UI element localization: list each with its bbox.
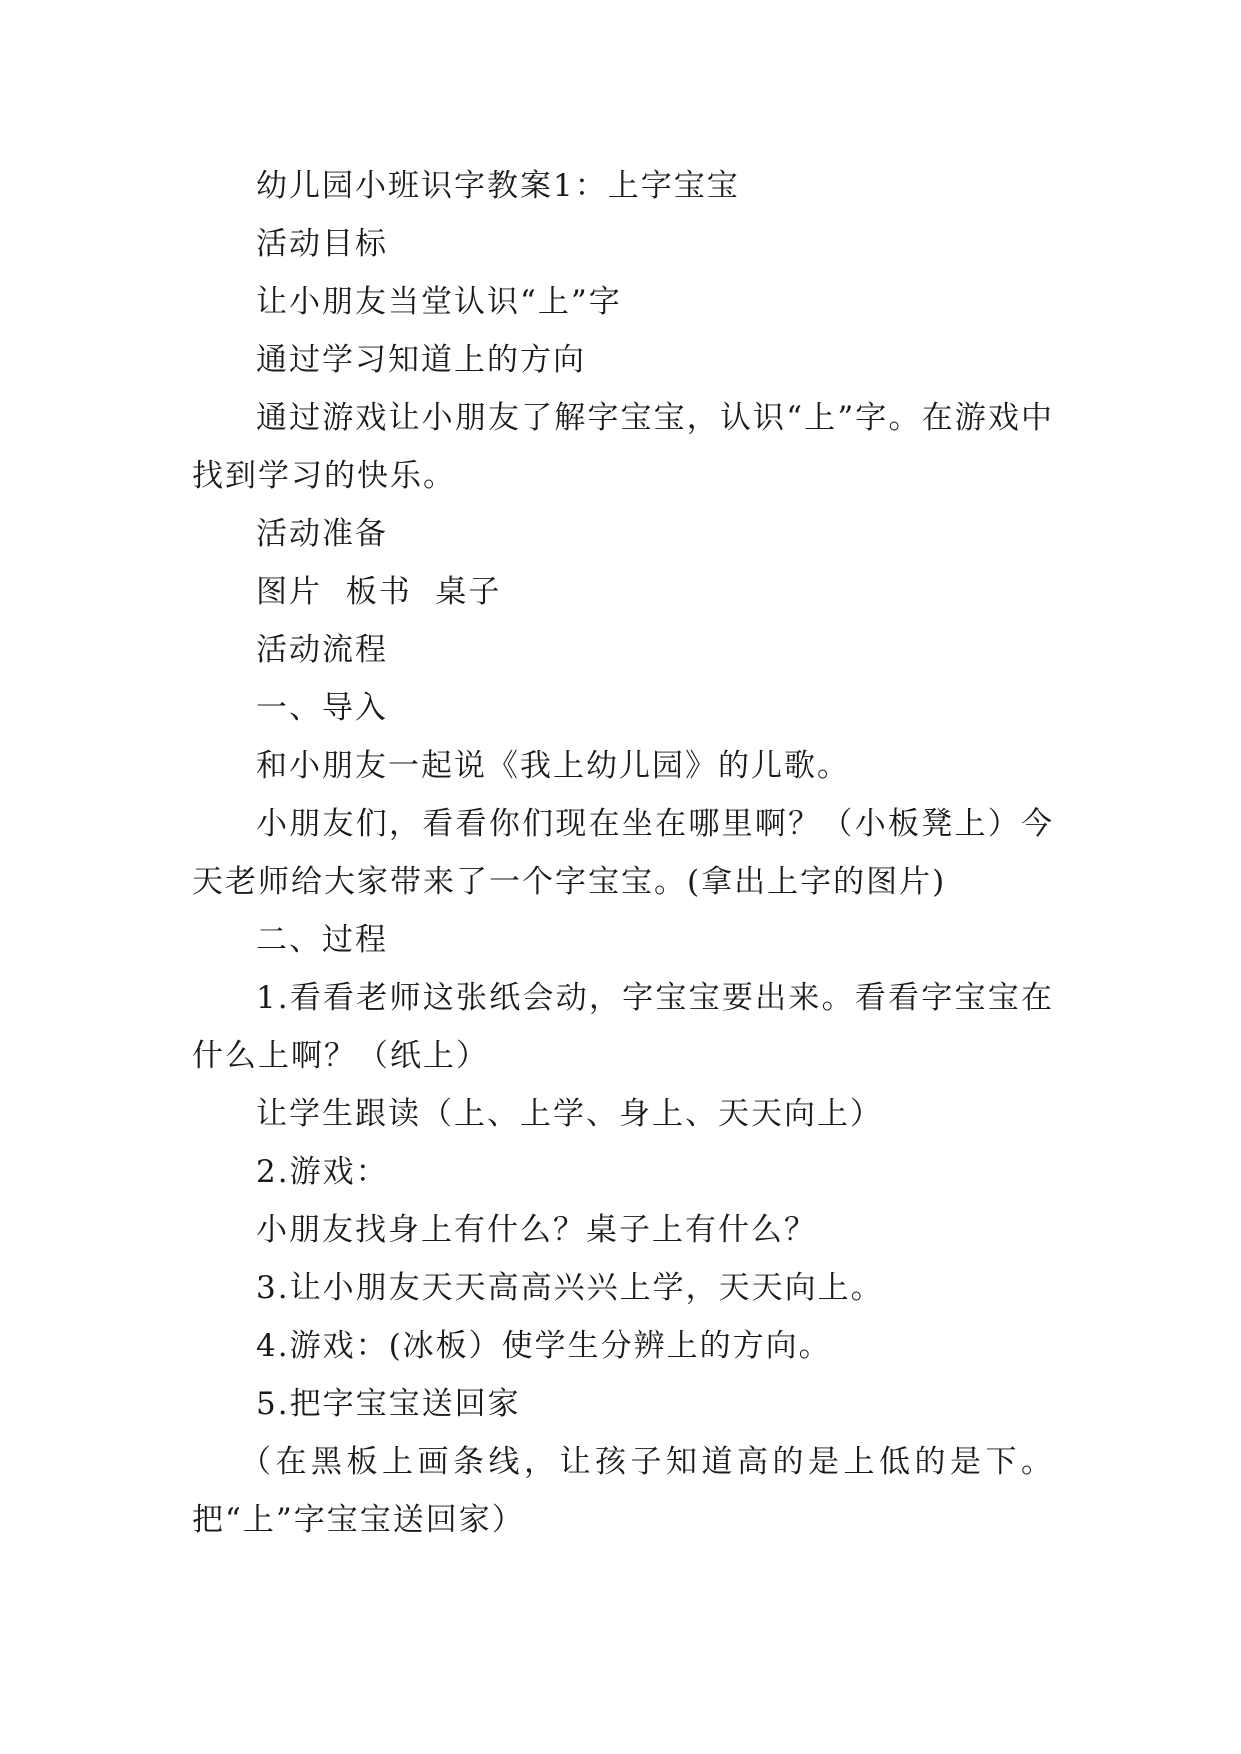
paragraph: 5.把字宝宝送回家 [256, 1386, 521, 1422]
paragraph: 让小朋友当堂认识“上”字 [256, 284, 622, 320]
paragraph: 3.让小朋友天天高高兴兴上学，天天向上。 [256, 1270, 884, 1306]
paragraph: 小朋友们，看看你们现在坐在哪里啊？（小板凳上）今天老师给大家带来了一个字宝宝。(拿出上字的图片) [192, 806, 1054, 900]
paragraph: 通过学习知道上的方向 [256, 342, 586, 378]
paragraph: 和小朋友一起说《我上幼儿园》的儿歌。 [256, 748, 850, 784]
paragraph: 小朋友找身上有什么？桌子上有什么？ [256, 1212, 817, 1248]
section-heading-process: 活动流程 [256, 632, 388, 668]
paragraph: 1.看看老师这张纸会动，字宝宝要出来。看看字宝宝在什么上啊？（纸上） [192, 980, 1054, 1074]
section-heading-preparation: 活动准备 [256, 516, 388, 552]
paragraph: 2.游戏： [256, 1154, 389, 1190]
subsection-heading-steps: 二、过程 [256, 922, 388, 958]
paragraph: 通过游戏让小朋友了解字宝宝，认识“上”字。在游戏中找到学习的快乐。 [192, 400, 1054, 494]
paragraph: 4.游戏：(冰板）使学生分辨上的方向。 [256, 1328, 832, 1364]
document-body [192, 157, 1054, 1549]
subsection-heading-intro: 一、导入 [256, 690, 388, 726]
section-heading-goals: 活动目标 [256, 226, 388, 262]
paragraph: 让学生跟读（上、上学、身上、天天向上） [256, 1096, 883, 1132]
lesson-title: 幼儿园小班识字教案1：上字宝宝 [256, 168, 740, 204]
paragraph: 图片 板书 桌子 [256, 574, 502, 610]
paragraph: （在黑板上画条线，让孩子知道高的是上低的是下。把“上”字宝宝送回家） [192, 1444, 1054, 1538]
